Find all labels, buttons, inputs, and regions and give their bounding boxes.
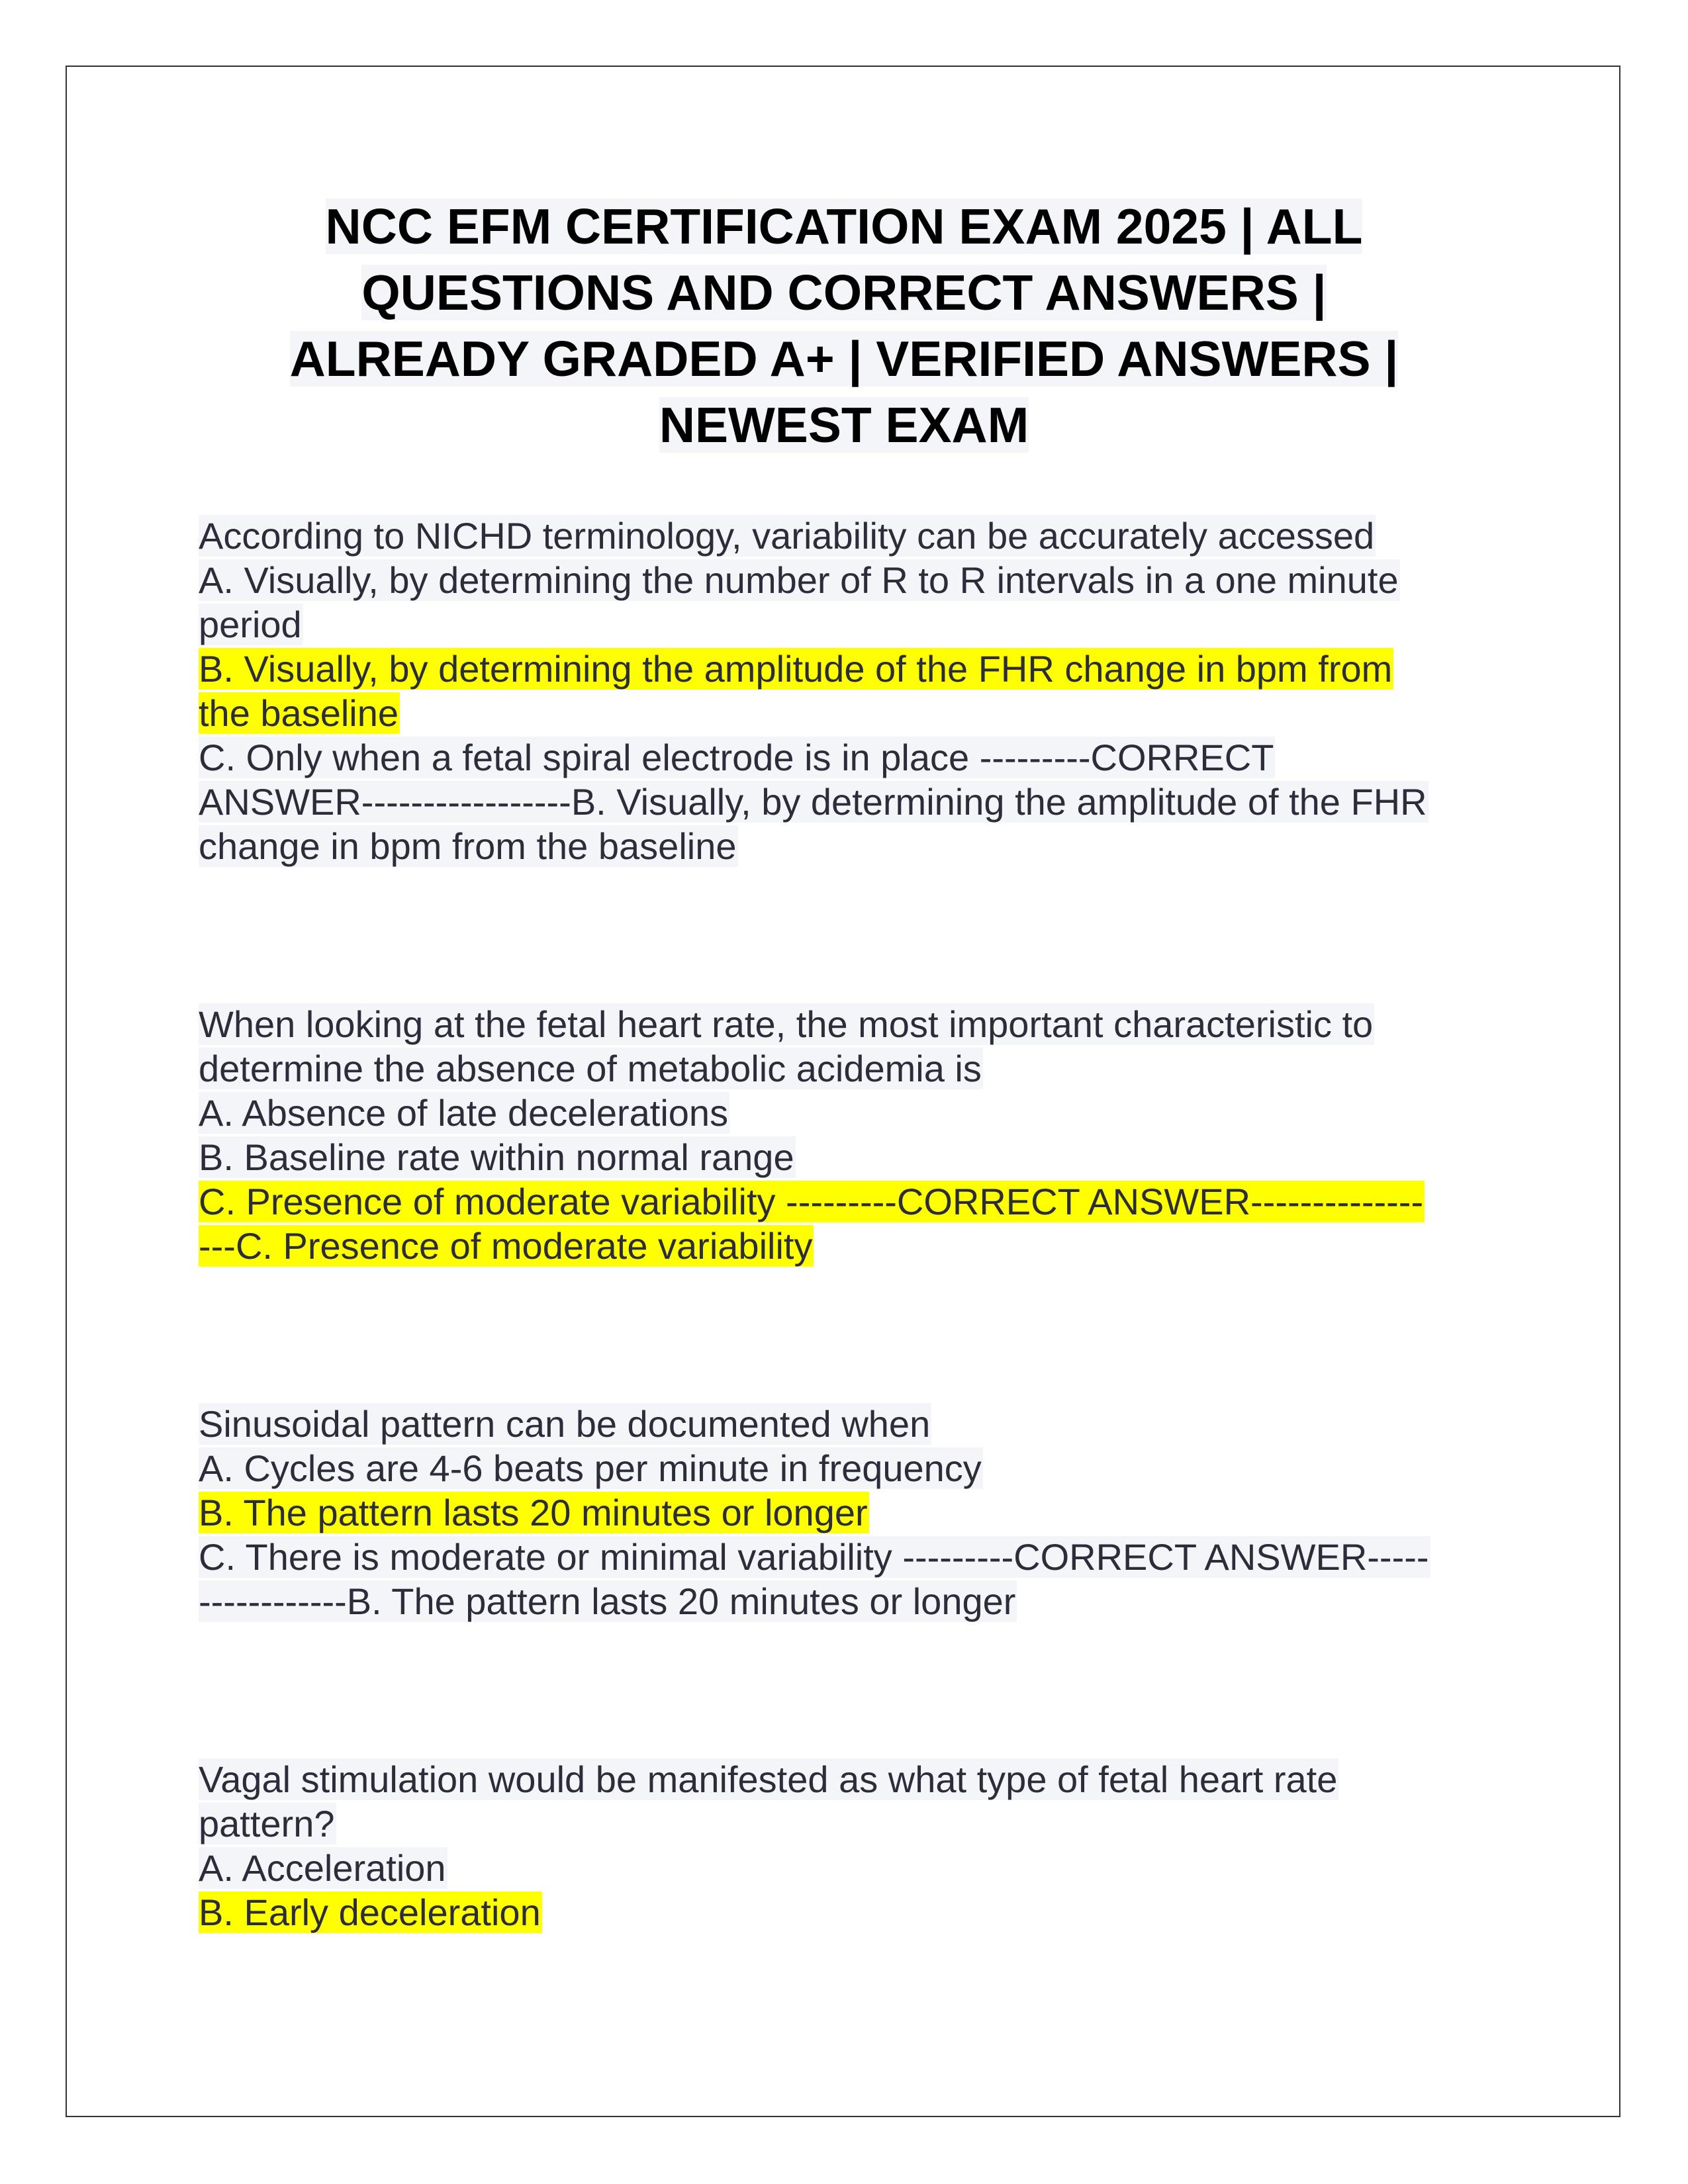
question-text: pattern? [199, 1803, 335, 1844]
correct-answer-line: ------------B. The pattern lasts 20 minutes or longer [199, 1580, 1016, 1622]
answer-option-c: C. Only when a fetal spiral electrode is in place ---------CORRECT [199, 737, 1274, 778]
answer-option-b: B. Baseline rate within normal range [199, 1136, 794, 1178]
title-line: NEWEST EXAM [659, 397, 1029, 453]
answer-option-c: C. Presence of moderate variability ---------CORRECT ANSWER-------------- [199, 1181, 1424, 1222]
answer-option-a: A. Visually, by determining the number of R to R intervals in a one minute [199, 559, 1399, 601]
title-line: ALREADY GRADED A+ | VERIFIED ANSWERS | [289, 331, 1399, 387]
answer-option-b: B. The pattern lasts 20 minutes or longer [199, 1492, 868, 1533]
correct-answer-line: ANSWER-----------------B. Visually, by determining the amplitude of the FHR [199, 781, 1427, 823]
correct-answer-line: change in bpm from the baseline [199, 825, 737, 867]
title-line: QUESTIONS AND CORRECT ANSWERS | [361, 265, 1327, 320]
answer-option-a: A. Absence of late decelerations [199, 1092, 729, 1134]
title-line: NCC EFM CERTIFICATION EXAM 2025 | ALL [325, 199, 1363, 254]
answer-option-b-cont: the baseline [199, 692, 399, 734]
answer-option-b: B. Early deceleration [199, 1891, 541, 1933]
document-title [199, 193, 1489, 458]
correct-answer-line: ---C. Presence of moderate variability [199, 1225, 813, 1267]
question-text: determine the absence of metabolic acidemia is [199, 1048, 982, 1089]
question-text: Sinusoidal pattern can be documented when [199, 1403, 931, 1445]
answer-option-a: A. Cycles are 4-6 beats per minute in frequency [199, 1447, 982, 1489]
answer-option-c: C. There is moderate or minimal variability ---------CORRECT ANSWER----- [199, 1536, 1429, 1578]
question-text: According to NICHD terminology, variability can be accurately accessed [199, 515, 1375, 557]
question-text: Vagal stimulation would be manifested as what type of fetal heart rate [199, 1758, 1338, 1800]
question-text: When looking at the fetal heart rate, the most important characteristic to [199, 1003, 1374, 1045]
answer-option-a: A. Acceleration [199, 1847, 446, 1889]
answer-option-a-cont: period [199, 604, 302, 645]
answer-option-b: B. Visually, by determining the amplitude of the FHR change in bpm from [199, 648, 1393, 690]
